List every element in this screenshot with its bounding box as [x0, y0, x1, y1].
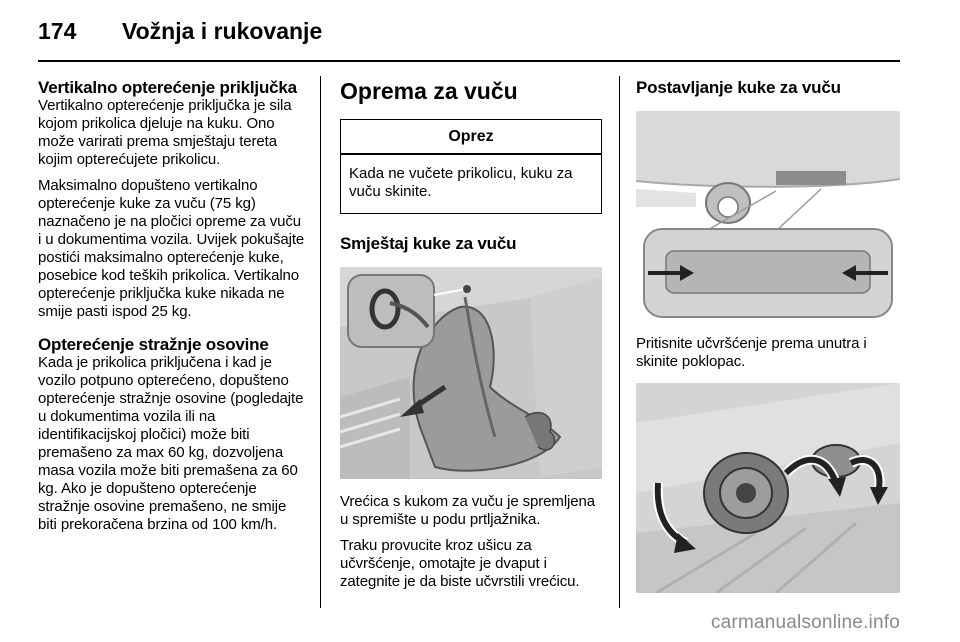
column-divider-2 [619, 76, 620, 608]
caution-box [340, 119, 602, 214]
main-section-title: Oprema za vuču [340, 78, 518, 104]
bumper-cover-illustration [636, 111, 900, 321]
header-rule [38, 60, 900, 62]
subsection-title-hook-storage: Smještaj kuke za vuču [340, 233, 517, 253]
watermark: carmanualsonline.info [710, 612, 900, 633]
section-title-hook-installation: Postavljanje kuke za vuču [636, 78, 841, 97]
column-left [38, 78, 308, 534]
paragraph: Kada je prikolica priključena i kad je vozilo potpuno opterećeno, dopušteno opterećenje stražnje osovine (pogledajte u dokumentima vozila ili na identifikacijskoj pločici) može biti premašeno za max 60 kg, dozvoljena masa vozila može biti premašena za 60 kg. Ako je dopušteno opterećenje stražnje osovine premašeno, ne smije biti prekoračena brzina od 100 km/h. [38, 354, 304, 533]
paragraph: Vrećica s kukom za vuču je spremljena u spremište u podu prtljažnika. [340, 492, 596, 528]
caution-title: Oprez [448, 128, 494, 145]
section-title-rear-axle-load: Opterećenje stražnje osovine [38, 335, 269, 354]
section-title-vertical-load: Vertikalno opterećenje priključka [38, 78, 297, 97]
chapter-title: Vožnja i rukovanje [122, 18, 323, 44]
paragraph: Traku provucite kroz ušicu za učvršćenje, omotajte je dvaput i zategnite je da biste učvrstili vrećicu. [340, 536, 580, 590]
paragraph: Maksimalno dopušteno vertikalno opterećenje kuke za vuču (75 kg) naznačeno je na pločici opreme za vuču i u dokumentima vozila. Uvijek pokušajte postići maksimalno opterećenje kuke, posebice kod teških prikolica. Vertikalno opterećenje priključka kuke nikada ne smije pasti ispod 25 kg. [38, 177, 305, 320]
page-number: 174 [38, 18, 77, 44]
column-right [636, 78, 902, 593]
column-divider-1 [320, 76, 321, 608]
page-header [38, 18, 908, 58]
column-middle [340, 78, 604, 591]
tow-hook-bag-illustration [340, 267, 602, 479]
paragraph: Pritisnite učvršćenje prema unutra i skinite poklopac. [636, 335, 867, 370]
tow-hook-socket-illustration [636, 383, 900, 593]
paragraph: Vertikalno opterećenje priključka je sila kojom prikolica djeluje na kuku. Ono može varirati prema smještaju tereta kojim opterećujete prikolicu. [38, 97, 292, 168]
caution-text: Kada ne vučete prikolicu, kuku za vuču skinite. [349, 164, 573, 200]
